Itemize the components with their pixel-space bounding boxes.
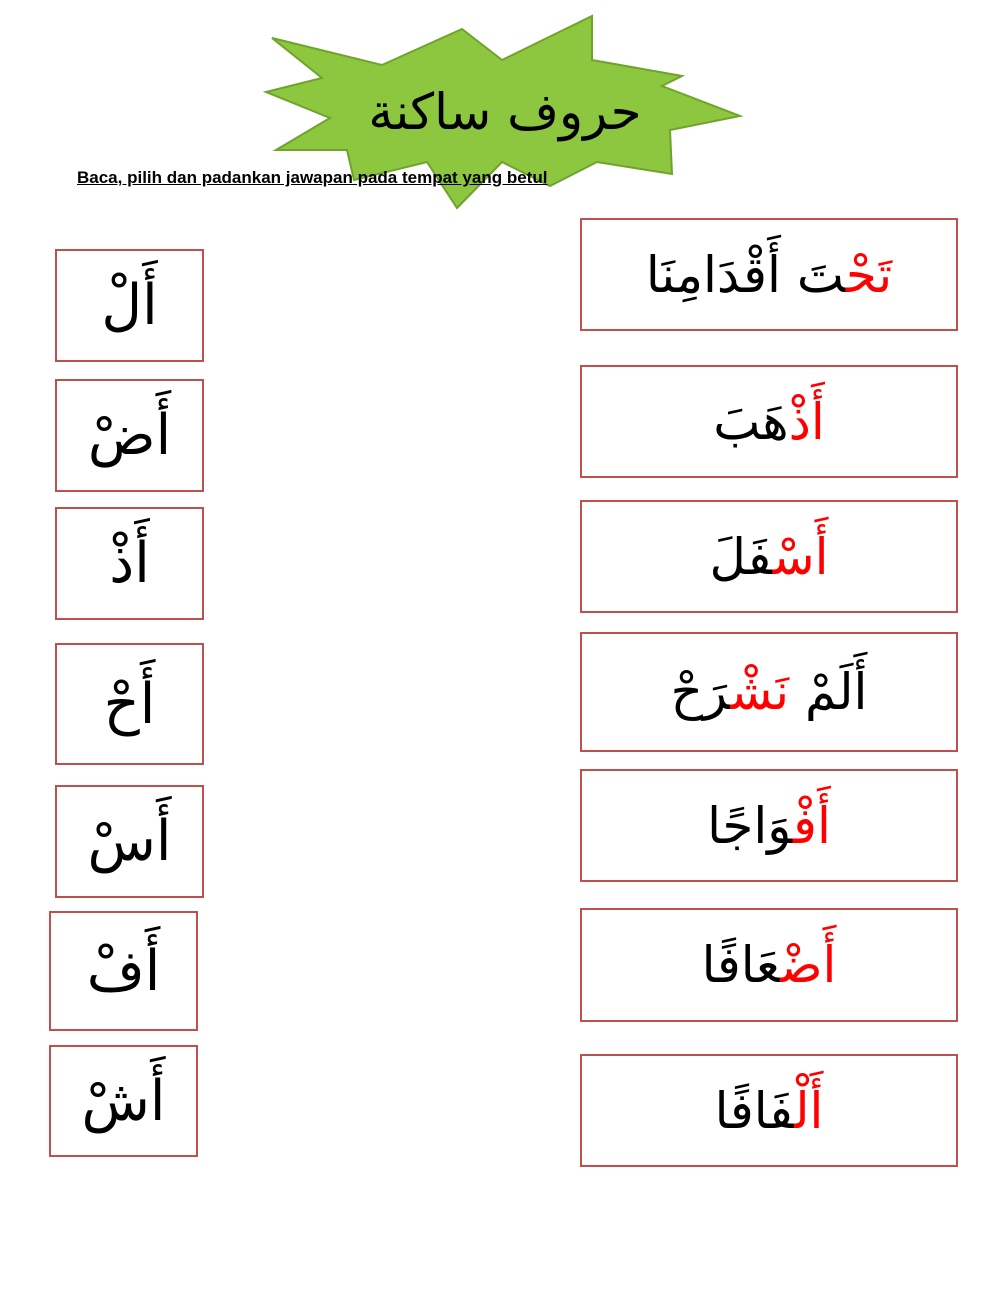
target-word	[646, 246, 892, 304]
option-card[interactable]	[55, 643, 204, 765]
target-word	[671, 663, 868, 721]
target-word-card[interactable]	[580, 1054, 958, 1167]
word-segment: فَافًا	[714, 1081, 795, 1140]
target-word-card[interactable]	[580, 500, 958, 613]
target-word-card[interactable]	[580, 218, 958, 331]
page-title: حروف ساكنة	[368, 83, 642, 141]
target-word	[713, 393, 825, 451]
target-word	[715, 1082, 824, 1140]
target-word-card[interactable]	[580, 632, 958, 752]
target-word-card[interactable]	[580, 908, 958, 1022]
target-word	[707, 797, 831, 855]
target-word	[710, 528, 829, 586]
word-segment: هَبَ	[713, 392, 789, 451]
word-segment: تَ أَقْدَامِنَا	[645, 245, 846, 304]
word-segment: عَافًا	[701, 936, 781, 994]
option-card[interactable]	[49, 1045, 198, 1157]
option-text: أَفْ	[86, 938, 161, 1004]
highlighted-syllable: أَضْ	[780, 936, 837, 994]
option-text: أَضْ	[87, 403, 172, 468]
option-card[interactable]	[55, 249, 204, 362]
option-card[interactable]	[55, 507, 204, 620]
instruction-text: Baca, pilih dan padankan jawapan pada tempat yang betul	[77, 168, 548, 187]
word-segment: وَاجًا	[707, 796, 794, 855]
option-card[interactable]	[55, 379, 204, 492]
highlighted-syllable: تَحْ	[845, 245, 893, 304]
word-segment: أَلَمْ	[789, 663, 868, 721]
option-text: أَسْ	[87, 809, 172, 874]
target-word	[702, 936, 837, 994]
target-word-card[interactable]	[580, 365, 958, 478]
highlighted-syllable: أَفْ	[793, 796, 831, 855]
highlighted-syllable: نَشْ	[730, 663, 790, 721]
option-text: أَذْ	[109, 531, 150, 596]
option-card[interactable]	[55, 785, 204, 898]
option-card[interactable]	[49, 911, 198, 1031]
highlighted-syllable: أَلْ	[794, 1081, 824, 1140]
option-text: أَشْ	[81, 1068, 166, 1134]
highlighted-syllable: أَسْ	[772, 527, 829, 586]
target-word-card[interactable]	[580, 769, 958, 882]
word-segment: رَحْ	[670, 663, 731, 721]
option-text: أَلْ	[101, 273, 158, 338]
option-text: أَحْ	[103, 671, 156, 737]
word-segment: فَلَ	[709, 527, 773, 586]
highlighted-syllable: أَذْ	[788, 392, 825, 451]
